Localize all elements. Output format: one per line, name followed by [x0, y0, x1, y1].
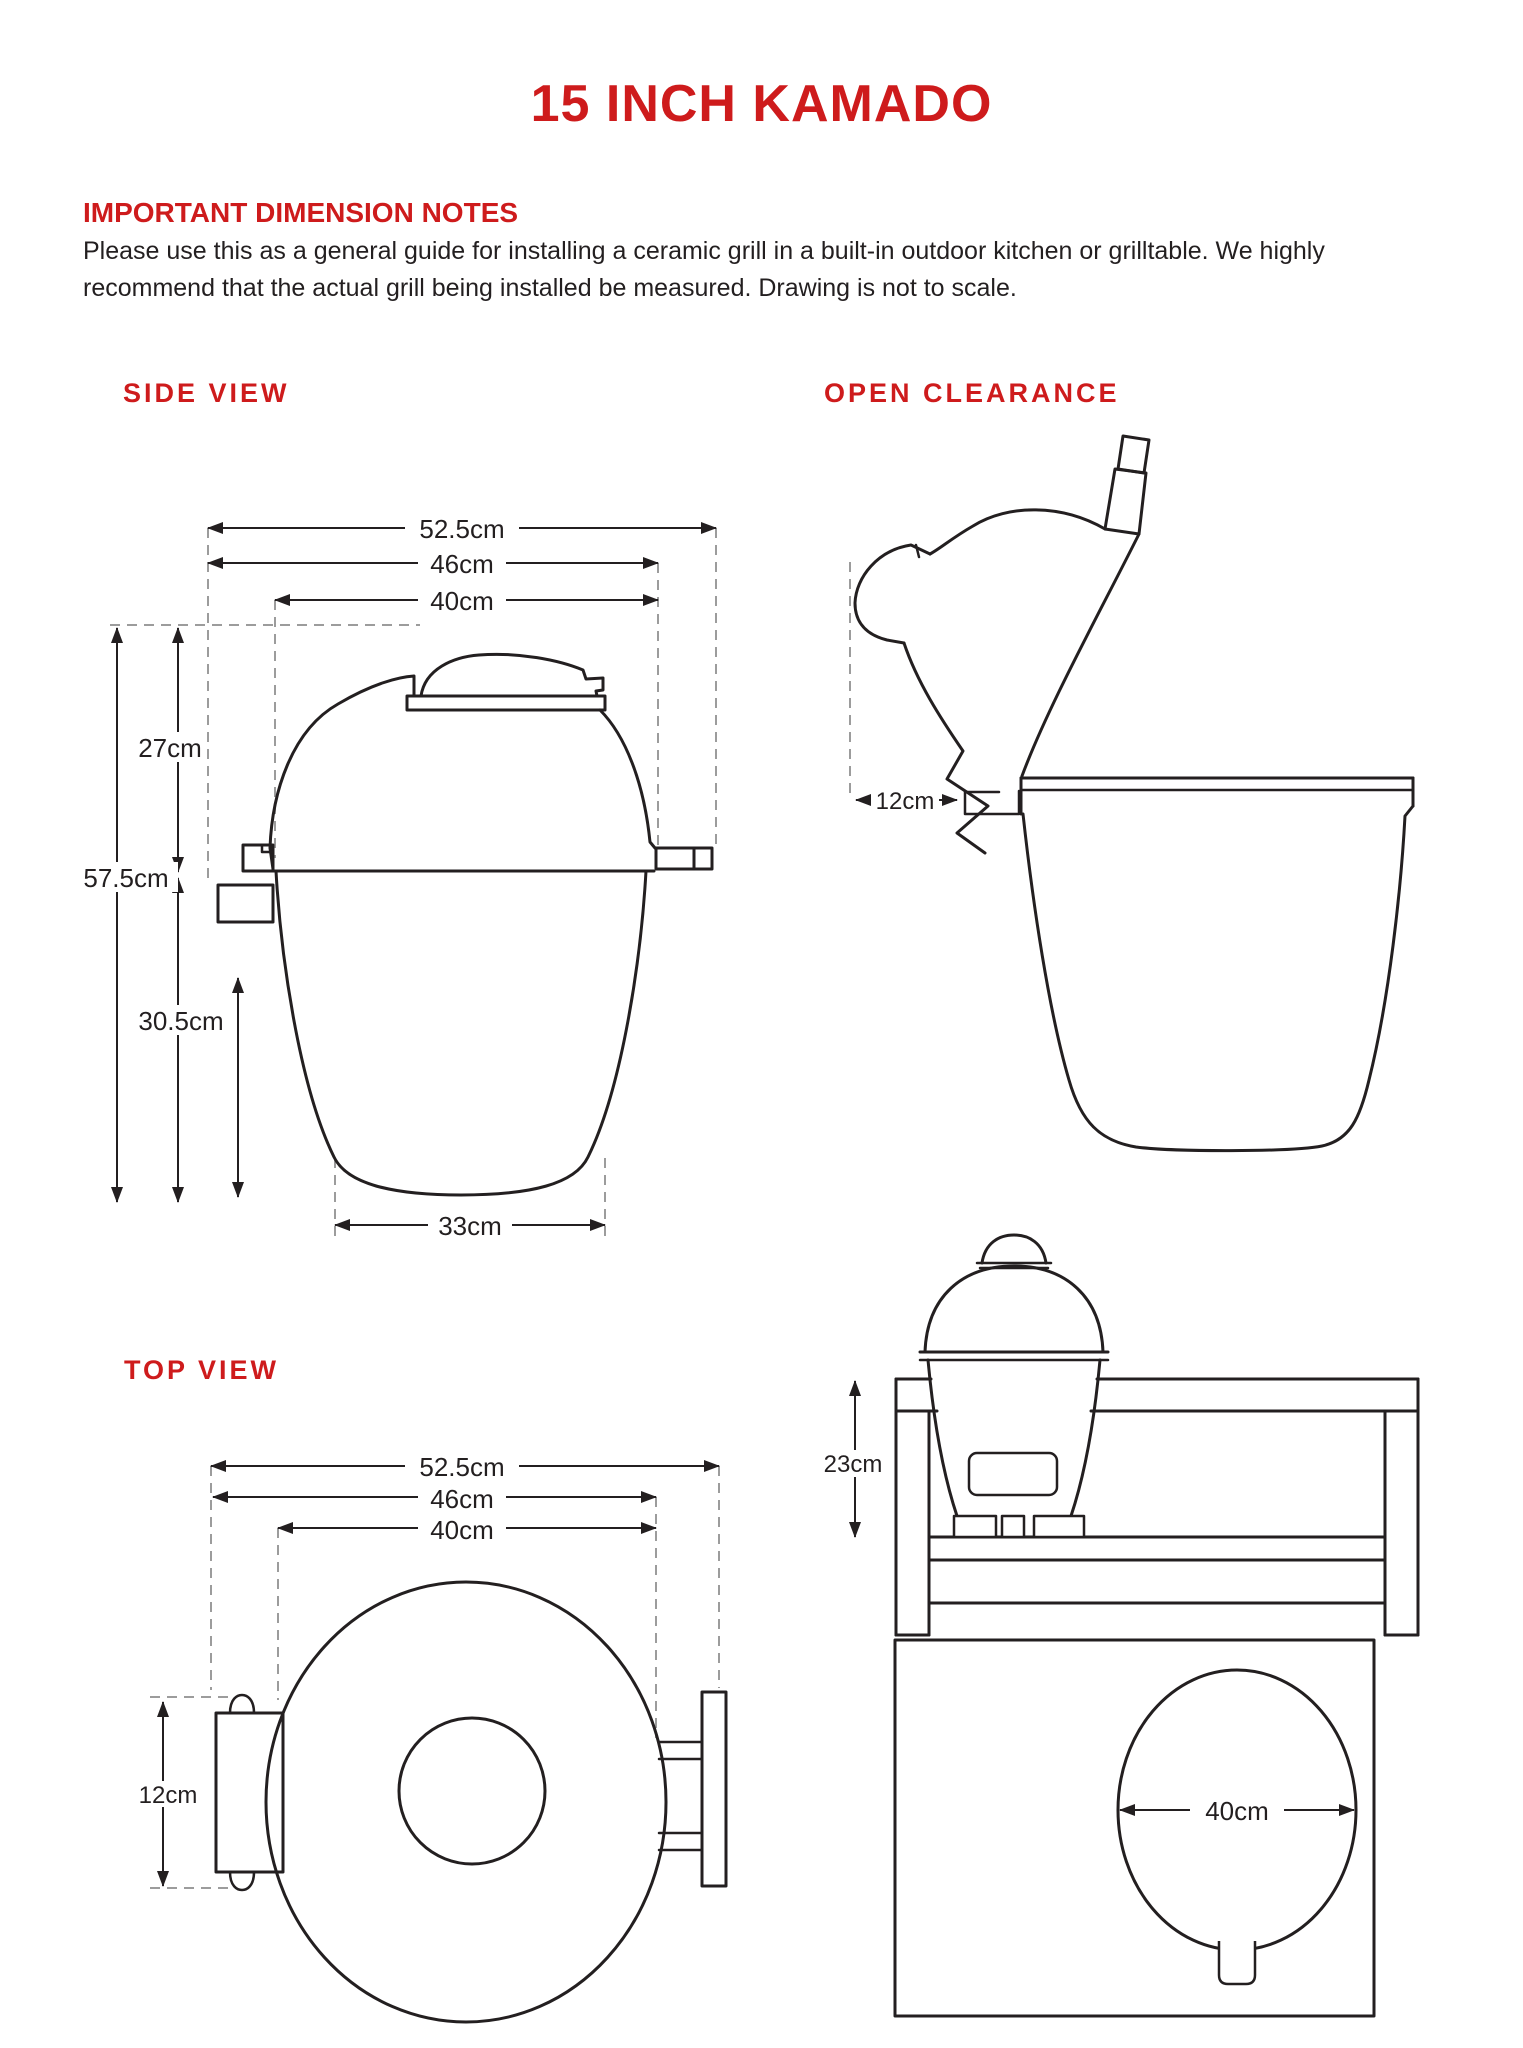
page-title: 15 INCH KAMADO	[530, 75, 993, 133]
notes-line-1: Please use this as a general guide for installing a ceramic grill in a built-in outdoor kitchen or grilltable. We highly	[83, 237, 1325, 265]
top-grill-diameter-label: 40cm	[430, 1515, 494, 1545]
open-clearance-heading: OPEN CLEARANCE	[824, 378, 1120, 408]
side-view-drawing	[80, 440, 790, 1290]
side-base-width-label: 33cm	[438, 1211, 502, 1241]
side-view-kamado-outline	[218, 654, 712, 1195]
foot-right	[1034, 1516, 1084, 1537]
vent-cap	[421, 654, 603, 696]
open-clearance-dimension	[856, 787, 957, 815]
top-view-dimensions	[136, 1451, 719, 1886]
vent-door	[969, 1453, 1057, 1495]
cutout-template-outline	[895, 1640, 1374, 2016]
notes-paragraph	[83, 233, 1483, 307]
top-view-drawing	[90, 1440, 790, 2048]
table-kamado-dome	[925, 1266, 1103, 1352]
table-view-dimension	[818, 1381, 888, 1537]
top-view-heading: TOP VIEW	[124, 1355, 280, 1385]
notes-line-2: recommend that the actual grill being installed be measured. Drawing is not to scale.	[83, 274, 1017, 302]
lid-zigzag-edge	[904, 643, 988, 853]
open-clearance-drawing	[820, 420, 1480, 1270]
cutout-notch	[1219, 1941, 1255, 1984]
top-hinge	[216, 1713, 283, 1872]
table-view-outline	[896, 1235, 1418, 1635]
cutout-hole-diameter-label: 40cm	[1205, 1796, 1269, 1826]
cutout-dimension	[1120, 1796, 1354, 1826]
open-vent-cap	[855, 545, 930, 643]
side-view-heading: SIDE VIEW	[123, 378, 290, 408]
chimney-cap	[1118, 436, 1149, 473]
side-base-height-label: 30.5cm	[138, 1006, 224, 1036]
side-dome-height-label: 27cm	[138, 733, 202, 763]
top-view-outline	[216, 1582, 726, 2022]
notes-heading: IMPORTANT DIMENSION NOTES	[83, 197, 519, 228]
top-lid-width-label: 46cm	[430, 1484, 494, 1514]
hinge-clearance-label: 12cm	[875, 788, 935, 815]
cutout-board	[895, 1640, 1374, 2016]
table-and-cutout-drawing	[815, 1225, 1465, 2048]
lid-top-outline	[266, 1582, 666, 2022]
top-vent-hole	[399, 1718, 545, 1864]
side-grill-diameter-label: 40cm	[430, 586, 494, 616]
side-overall-width-label: 52.5cm	[419, 514, 505, 544]
top-hinge-width-label: 12cm	[138, 1782, 198, 1809]
foot-left	[954, 1516, 996, 1537]
open-base-outline	[1021, 778, 1413, 1151]
surface-to-shelf-label: 23cm	[823, 1451, 883, 1478]
side-view-dimensions	[74, 513, 716, 1241]
side-view-guides	[110, 528, 716, 1242]
table-kamado-cap	[982, 1235, 1046, 1263]
top-overall-width-label: 52.5cm	[419, 1452, 505, 1482]
foot-center	[1002, 1516, 1024, 1537]
side-lid-width-label: 46cm	[430, 549, 494, 579]
top-handle-bracket	[702, 1692, 726, 1886]
hinge-lower	[218, 885, 273, 922]
hinge-upper	[243, 845, 273, 871]
side-handle	[656, 848, 712, 869]
lid-opening-edge	[1022, 534, 1139, 776]
chimney-body	[1105, 469, 1146, 534]
base-bowl	[276, 871, 646, 1195]
side-total-height-label: 57.5cm	[83, 863, 169, 893]
